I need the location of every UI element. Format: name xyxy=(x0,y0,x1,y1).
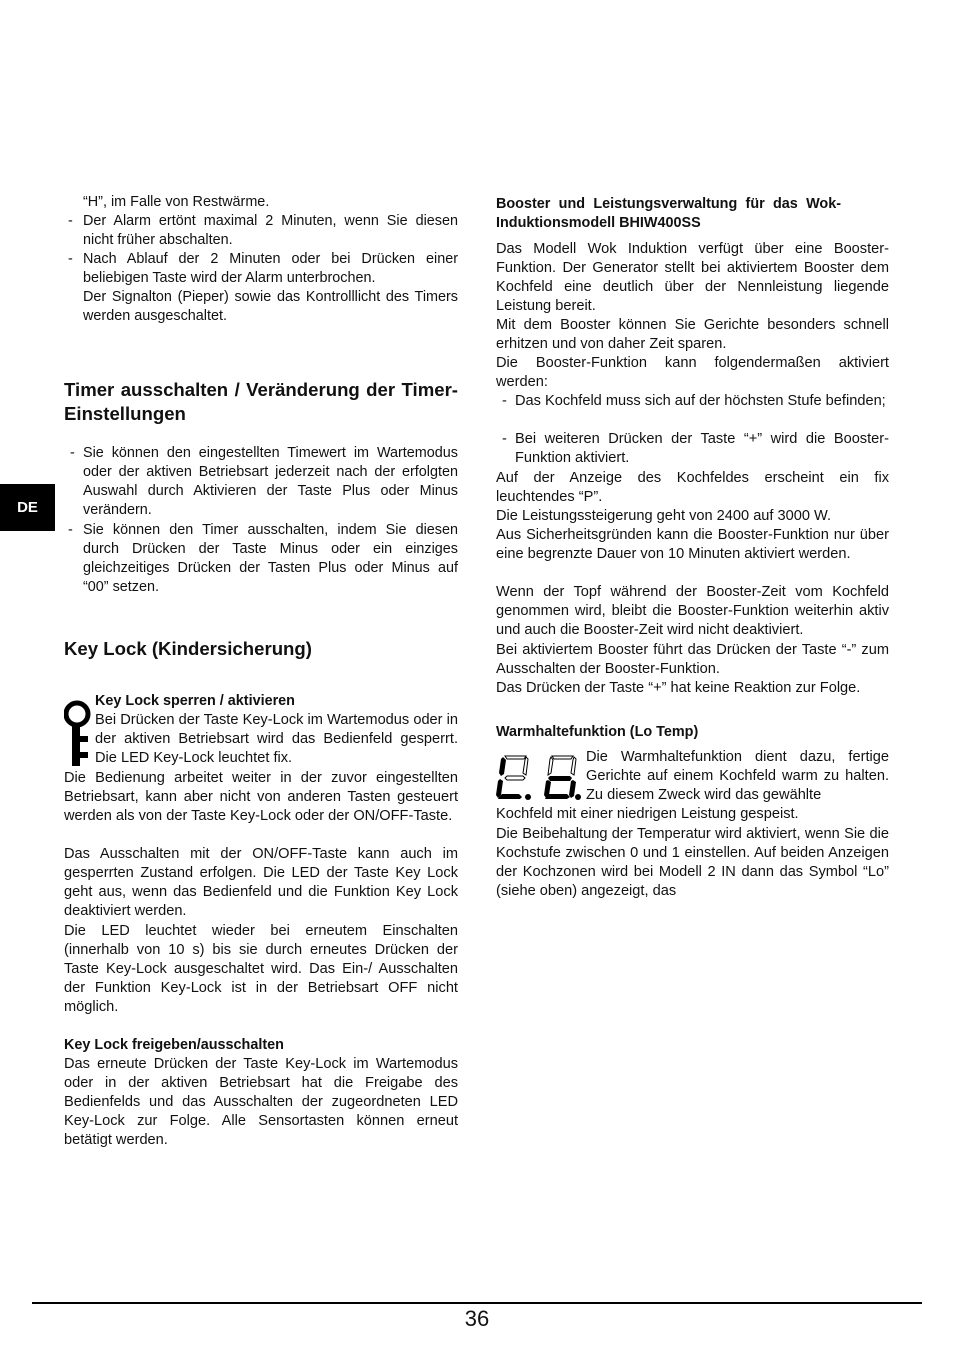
booster-paragraph: Das Modell Wok Induktion verfügt über eine Booster-Funktion. Der Generator stellt bei aktiviertem Booster dem Kochfeld eine deutlich über der Nennleistung liegende Leistung bereit. xyxy=(496,241,889,315)
list-item: - Nach Ablauf der 2 Minuten oder bei Drücken einer beliebigen Taste wird der Alarm unterbrochen. xyxy=(68,251,458,286)
lock-text-4: Die LED leuchtet wieder bei erneutem Einschalten (innerhalb von 10 s) bis sie durch erneutes Drücken der Taste Key-Lock ausgeschaltet wird. Das Ein-/ Ausschalten der Funktion Key-Lock ist in der Betriebsart OFF nicht möglich. xyxy=(64,923,458,1016)
unlock-text: Das erneute Drücken der Taste Key-Lock im Wartemodus oder in der aktiven Betriebsart hat die Freigabe des Bedienfelds und das Ausschalten der zugeordneten LED Key-Lock zur Folge. Alle Sensortasten können erneut betätigt werden. xyxy=(64,1056,458,1149)
warm-paragraph: Die Warmhaltefunktion dient dazu, fertige Gerichte auf einem Kochfeld warm zu halten. Zu diesem Zweck wird das gewählte xyxy=(586,749,889,804)
section-heading-booster: Booster und Leistungsverwaltung für das Wok-Induktionsmodell BHIW400SS xyxy=(496,196,841,231)
list-item: - Das Kochfeld muss sich auf der höchsten Stufe befinden; xyxy=(502,393,886,409)
section-heading-keylock: Key Lock (Kindersicherung) xyxy=(64,638,312,659)
booster-paragraph: Auf der Anzeige des Kochfeldes erscheint ein fix leuchtendes “P”. xyxy=(496,470,889,506)
booster-paragraph: Die Leistungssteigerung geht von 2400 auf 3000 W. xyxy=(496,508,832,524)
booster-paragraph: Die Booster-Funktion kann folgendermaßen aktiviert werden: xyxy=(496,355,889,391)
section-heading-timer: Timer ausschalten / Veränderung der Timer-Einstellungen xyxy=(64,379,458,424)
list-item: - Sie können den eingestellten Timewert im Wartemodus oder der aktiven Betriebsart jederzeit nach der erfolgten Auswahl durch Aktivieren der Taste Plus oder Minus verändern. xyxy=(70,445,458,518)
footer-rule xyxy=(32,1302,922,1304)
lo-display-icon xyxy=(496,754,582,800)
list-item: - Bei weiteren Drücken der Taste “+” wird die Booster-Funktion aktiviert. xyxy=(502,431,889,467)
warm-paragraph: Die Beibehaltung der Temperatur wird aktiviert, wenn Sie die Kochstufe zwischen 0 und 1 einstellen. Auf beiden Anzeigen der Kochzonen wird bei Modell 2 IN dann das Symbol “Lo” (siehe oben) angezeigt, das xyxy=(496,826,889,900)
page-number: 36 xyxy=(464,1306,490,1331)
key-icon xyxy=(64,700,92,766)
lock-text-3: Das Ausschalten mit der ON/OFF-Taste kann auch im gesperrten Zustand erfolgen. Die LED der Taste Key Lock geht aus, wenn das Bedienfeld und die Funktion Key Lock deaktiviert werden. xyxy=(64,846,458,920)
list-item-continuation: Der Signalton (Pieper) sowie das Kontrolllicht des Timers werden ausgeschaltet. xyxy=(83,289,458,324)
subheading-lock: Key Lock sperren / aktivieren xyxy=(95,693,295,709)
lock-text-1: Bei Drücken der Taste Key-Lock im Wartemodus oder in der aktiven Betriebsart wird das Bedienfeld gesperrt. Die LED Key-Lock leuchtet fix. xyxy=(95,712,458,767)
language-tab: DE xyxy=(0,484,55,531)
booster-paragraph: Das Drücken der Taste “+” hat keine Reaktion zur Folge. xyxy=(496,680,861,696)
booster-paragraph: Bei aktiviertem Booster führt das Drücken der Taste “-” zum Ausschalten der Booster-Funktion. xyxy=(496,642,889,678)
booster-paragraph: Mit dem Booster können Sie Gerichte besonders schnell erhitzen und von daher Zeit sparen. xyxy=(496,317,889,353)
intro-continuation: “H”, im Falle von Restwärme. xyxy=(83,194,270,210)
booster-paragraph: Wenn der Topf während der Booster-Zeit vom Kochfeld genommen wird, bleibt die Booster-Funktion weiterhin aktiv und auch die Booster-Zeit wird nicht deaktiviert. xyxy=(496,584,889,639)
booster-paragraph: Aus Sicherheitsgründen kann die Booster-Funktion nur über eine begrenzte Dauer von 10 Minuten aktiviert werden. xyxy=(496,527,889,563)
list-item: - Der Alarm ertönt maximal 2 Minuten, wenn Sie diesen nicht früher abschalten. xyxy=(68,213,458,248)
section-heading-warm: Warmhaltefunktion (Lo Temp) xyxy=(496,724,699,740)
warm-paragraph: Kochfeld mit einer niedrigen Leistung gespeist. xyxy=(496,806,799,822)
lock-text-2: Die Bedienung arbeitet weiter in der zuvor eingestellten Betriebsart, kann aber nicht von anderen Tasten gesteuert werden als von der Taste Key-Lock oder der ON/OFF-Taste. xyxy=(64,770,458,825)
subheading-unlock: Key Lock freigeben/ausschalten xyxy=(64,1037,284,1053)
list-item: - Sie können den Timer ausschalten, indem Sie diesen durch Drücken der Taste Minus oder ein einziges gleichzeitiges Drücken der Tasten Plus oder Minus auf “00” setzen. xyxy=(68,522,458,595)
